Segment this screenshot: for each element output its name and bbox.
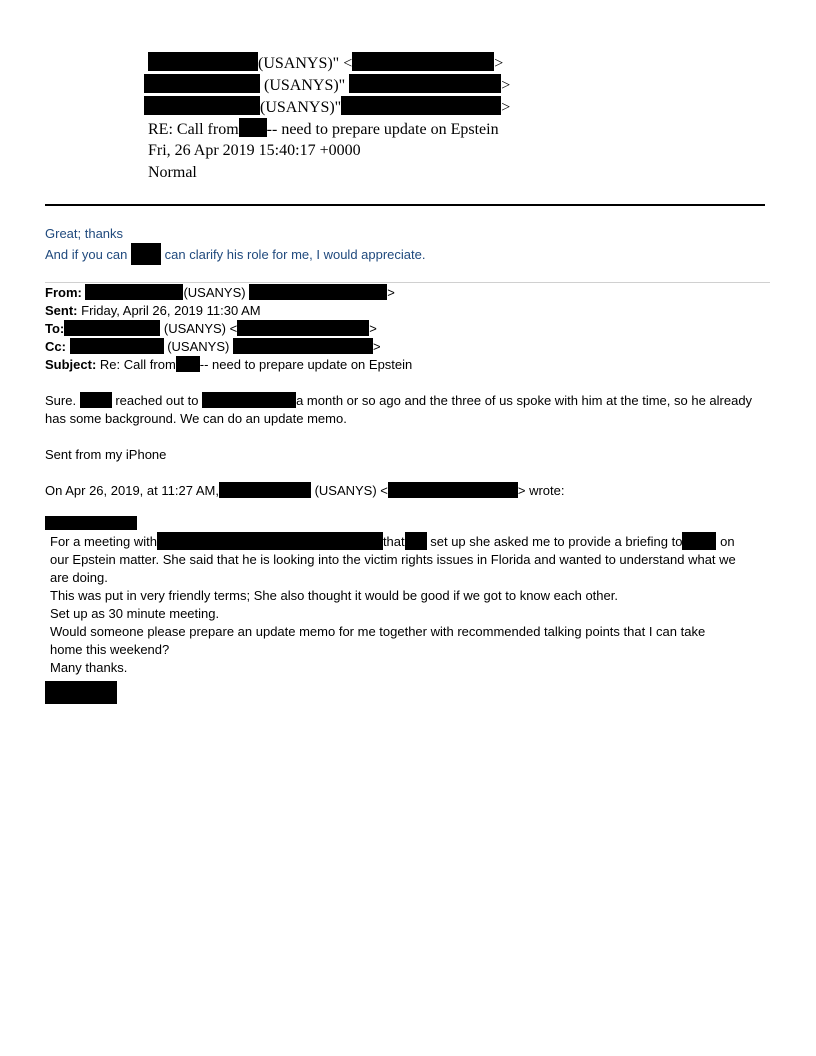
quote-line-7: home this weekend? [50, 642, 170, 657]
redaction-block [80, 392, 112, 408]
redaction-block [388, 482, 518, 498]
date-value: Fri, 26 Apr 2019 15:40:17 +0000 [148, 142, 361, 159]
quote-text: For a meeting with [50, 534, 157, 549]
redaction-block [341, 96, 501, 115]
fwd-from-label: From: [45, 285, 82, 300]
redaction-block [239, 118, 267, 137]
fwd-wrote-line [45, 482, 775, 500]
redaction-block [85, 284, 183, 300]
fwd-sent-label: Sent: [45, 303, 78, 318]
from-value: (USANYS)" < [258, 55, 353, 72]
fwd-to-end: > [369, 321, 377, 336]
redaction-block [70, 338, 164, 354]
from-end: > [494, 55, 504, 72]
quote-text: set up she asked me to provide a briefing to [430, 534, 683, 549]
fwd-body-para-1-cont: has some background. We can do an update memo. [45, 411, 347, 426]
from-value-wrap [148, 52, 503, 75]
fwd-wrote-mid: (USANYS) < [314, 483, 388, 498]
cc-end: > [501, 99, 511, 116]
redaction-block [148, 52, 258, 71]
to-value-wrap [144, 74, 510, 97]
fwd-sent-row [45, 302, 775, 320]
redaction-block [233, 338, 373, 354]
fwd-to-value: (USANYS) < [163, 321, 238, 336]
redaction-block [45, 516, 137, 530]
to-end: > [501, 77, 511, 94]
fwd-cc-label: Cc: [45, 339, 66, 354]
fwd-to-row [45, 320, 775, 338]
subject-post: -- need to prepare update on Epstein [266, 121, 499, 138]
quote-line-6: Would someone please prepare an update memo for me together with recommended talking points that I can take [50, 624, 706, 639]
fwd-wrote-pre: On Apr 26, 2019, at 11:27 AM, [45, 483, 219, 498]
cc-value-wrap [144, 96, 510, 119]
reply-line-2-pre: And if you can [45, 247, 128, 262]
fwd-cc-value: (USANYS) [167, 339, 230, 354]
reply-line-2-post: can clarify his role for me, I would appreciate. [164, 247, 426, 262]
redaction-block [405, 532, 427, 550]
redaction-block [682, 532, 716, 550]
fwd-body-text: reached out to [115, 393, 199, 408]
quote-text: that [382, 534, 405, 549]
fwd-from-end: > [387, 285, 395, 300]
redaction-block [249, 284, 387, 300]
forwarded-message [45, 284, 775, 500]
fwd-to-label: To: [45, 321, 65, 336]
quoted-message [50, 532, 775, 677]
redaction-block [219, 482, 311, 498]
fwd-subject-row [45, 356, 775, 374]
cc-value: (USANYS)" [260, 99, 342, 116]
importance-value: Normal [148, 164, 197, 181]
redaction-block [237, 320, 369, 336]
quote-text: on [720, 534, 735, 549]
quote-line-1 [50, 532, 775, 551]
fwd-subject-label: Subject: [45, 357, 97, 372]
fwd-cc-row [45, 338, 775, 356]
reply-body [45, 225, 425, 265]
redaction-block [144, 74, 260, 93]
quote-line-5: Set up as 30 minute meeting. [50, 606, 220, 621]
quote-line-8: Many thanks. [50, 660, 128, 675]
redaction-block [64, 320, 160, 336]
fwd-subject-post: -- need to prepare update on Epstein [199, 357, 413, 372]
redaction-block [157, 532, 383, 550]
fwd-signature: Sent from my iPhone [45, 447, 167, 462]
reply-line-2 [45, 243, 425, 265]
to-value: (USANYS)" [264, 77, 346, 94]
separator-line [45, 282, 770, 283]
fwd-from-value: (USANYS) [183, 285, 246, 300]
redaction-block [131, 243, 161, 265]
redaction-block [352, 52, 494, 71]
subject-value-wrap [148, 118, 499, 141]
fwd-wrote-post: > wrote: [517, 483, 565, 498]
fwd-from-row [45, 284, 775, 302]
redaction-block [349, 74, 501, 93]
quote-line-2: our Epstein matter. She said that he is looking into the victim rights issues in Florida and wanted to understand what we [50, 552, 736, 567]
quote-line-3: are doing. [50, 570, 108, 585]
fwd-body-para-1 [45, 392, 775, 410]
redaction-block [202, 392, 296, 408]
fwd-cc-end: > [372, 339, 381, 354]
subject-pre: RE: Call from [148, 121, 239, 138]
fwd-body-text: a month or so ago and the three of us spoke with him at the time, so he already [296, 393, 753, 408]
fwd-sent-value: Friday, April 26, 2019 11:30 AM [81, 303, 261, 318]
redaction-block [45, 681, 117, 704]
fwd-subject-pre: Re: Call from [99, 357, 176, 372]
header-divider [45, 204, 765, 206]
redaction-block [176, 356, 200, 372]
quote-line-4: This was put in very friendly terms; She also thought it would be good if we got to know each other. [50, 588, 618, 603]
redaction-block [144, 96, 260, 115]
reply-line-1: Great; thanks [45, 226, 124, 241]
fwd-body-text: Sure. [45, 393, 77, 408]
